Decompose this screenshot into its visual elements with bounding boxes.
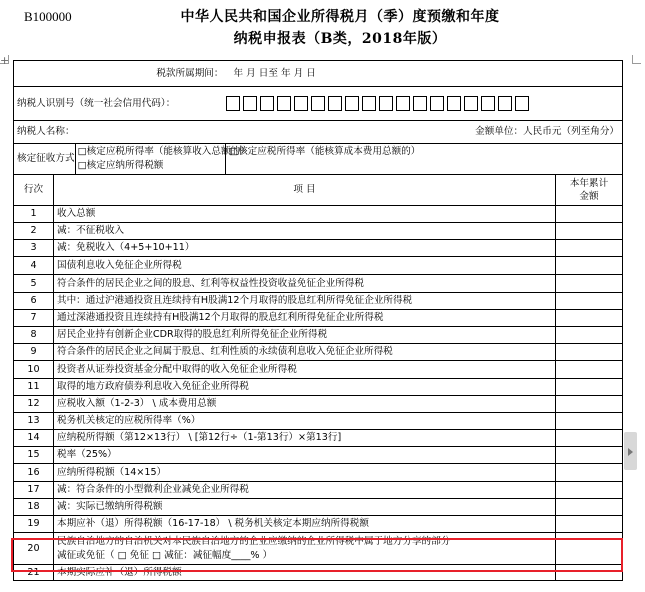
row-amount-cell[interactable] xyxy=(556,361,623,379)
taxpayer-id-char-box[interactable] xyxy=(396,96,410,111)
col-header-amount-2: 金额 xyxy=(579,191,599,202)
period-value[interactable]: 年 月 日至 年 月 日 xyxy=(226,61,623,87)
taxpayer-id-char-box[interactable] xyxy=(430,96,444,111)
col-header-amount xyxy=(556,175,623,206)
col-header-amount-1: 本年累计 xyxy=(569,178,609,189)
row-amount-cell[interactable] xyxy=(556,464,623,482)
row-item-text: 减：不征税收入 xyxy=(54,223,556,240)
table-row xyxy=(14,430,623,447)
row-number: 10 xyxy=(14,361,54,379)
table-row xyxy=(14,379,623,396)
row-amount-cell[interactable] xyxy=(556,310,623,327)
taxpayer-id-char-box[interactable] xyxy=(243,96,257,111)
table-row xyxy=(14,464,623,482)
row-number: 2 xyxy=(14,223,54,240)
table-row xyxy=(14,396,623,413)
row-item-text: 减：符合条件的小型微利企业减免企业所得税 xyxy=(54,482,556,499)
column-header-row xyxy=(14,175,623,206)
table-row xyxy=(14,447,623,464)
row-number: 19 xyxy=(14,516,54,533)
form-code: B100000 xyxy=(24,9,72,24)
row-number: 8 xyxy=(14,327,54,344)
period-row xyxy=(14,61,623,87)
table-row xyxy=(14,257,623,275)
taxpayer-id-char-box[interactable] xyxy=(464,96,478,111)
taxpayer-id-label: 纳税人识别号（统一社会信用代码）： xyxy=(14,87,226,121)
taxpayer-name-row xyxy=(14,121,623,144)
row-amount-cell[interactable] xyxy=(556,327,623,344)
row-amount-cell[interactable] xyxy=(556,223,623,240)
side-expand-handle[interactable] xyxy=(624,432,637,470)
method-row xyxy=(14,144,623,175)
taxpayer-id-char-box[interactable] xyxy=(277,96,291,111)
row-amount-cell[interactable] xyxy=(556,516,623,533)
table-row xyxy=(14,275,623,293)
col-header-line: 行次 xyxy=(14,175,54,206)
row-number: 14 xyxy=(14,430,54,447)
row-21-amount[interactable] xyxy=(556,565,623,581)
method-option-3[interactable]: □核定应纳所得税额 xyxy=(77,160,164,171)
form-title-line2: 纳税申报表（B类，2018年版） xyxy=(233,31,447,47)
row-21-item: 本期实际应补（退）所得税额 xyxy=(54,565,556,581)
table-row xyxy=(14,516,623,533)
taxpayer-id-char-box[interactable] xyxy=(260,96,274,111)
row-amount-cell[interactable] xyxy=(556,499,623,516)
row-amount-cell[interactable] xyxy=(556,344,623,361)
row-number: 3 xyxy=(14,240,54,257)
taxpayer-id-char-box[interactable] xyxy=(447,96,461,111)
taxpayer-id-row xyxy=(14,87,623,121)
table-row xyxy=(14,413,623,430)
period-label: 税款所属期间： xyxy=(14,61,226,87)
taxpayer-id-boxes[interactable] xyxy=(226,87,623,121)
row-amount-cell[interactable] xyxy=(556,482,623,499)
row-number: 15 xyxy=(14,447,54,464)
row-amount-cell[interactable] xyxy=(556,257,623,275)
row-number: 7 xyxy=(14,310,54,327)
method-option-1[interactable]: □核定应税所得率（能核算收入总额的） xyxy=(77,146,250,157)
table-row xyxy=(14,293,623,310)
table-row-20 xyxy=(14,533,623,565)
table-row xyxy=(14,327,623,344)
row-number: 12 xyxy=(14,396,54,413)
taxpayer-id-char-box[interactable] xyxy=(311,96,325,111)
row-item-text: 减：免税收入（4+5+10+11） xyxy=(54,240,556,257)
row-amount-cell[interactable] xyxy=(556,240,623,257)
row-item-text: 应纳税所得额（第12×13行） \ [第12行÷（1-第13行）×第13行] xyxy=(54,430,556,447)
row-20-text-line1: 民族自治地方的自治机关对本民族自治地方的企业应缴纳的企业所得税中属于地方分享的部分 xyxy=(57,535,451,547)
row-number: 1 xyxy=(14,206,54,223)
row-item-text: 应税收入额（1-2-3） \ 成本费用总额 xyxy=(54,396,556,413)
row-amount-cell[interactable] xyxy=(556,396,623,413)
table-row xyxy=(14,499,623,516)
taxpayer-name-label: 纳税人名称： xyxy=(14,121,279,144)
row-number: 20 xyxy=(14,533,54,565)
row-item-text: 居民企业持有创新企业CDR取得的股息红利所得免征企业所得税 xyxy=(54,327,556,344)
method-cell xyxy=(14,144,250,175)
row-item-text: 国债利息收入免征企业所得税 xyxy=(54,257,556,275)
method-label: 核定征收方式 xyxy=(14,144,76,174)
row-item-text: 本期应补（退）所得税额（16-17-18） \ 税务机关核定本期应纳所得税额 xyxy=(54,516,556,533)
taxpayer-id-char-box[interactable] xyxy=(515,96,529,111)
table-row xyxy=(14,482,623,499)
table-row xyxy=(14,344,623,361)
row-20-text-line2[interactable]: 减征或免征（ □ 免征 □ 减征：减征幅度____% ） xyxy=(57,549,273,561)
taxpayer-id-char-box[interactable] xyxy=(345,96,359,111)
row-number: 6 xyxy=(14,293,54,310)
row-item-text: 符合条件的居民企业之间属于股息、红利性质的永续债利息收入免征企业所得税 xyxy=(54,344,556,361)
row-20-amount[interactable] xyxy=(556,533,623,565)
row-amount-cell[interactable] xyxy=(556,379,623,396)
taxpayer-id-char-box[interactable] xyxy=(379,96,393,111)
table-row xyxy=(14,240,623,257)
row-item-text: 税率（25%） xyxy=(54,447,556,464)
row-amount-cell[interactable] xyxy=(556,206,623,223)
method-option-2[interactable]: □核定应税所得率（能核算成本费用总额的） xyxy=(226,144,623,175)
row-number: 5 xyxy=(14,275,54,293)
row-number: 21 xyxy=(14,565,54,581)
row-amount-cell[interactable] xyxy=(556,447,623,464)
row-item-text: 投资者从证券投资基金分配中取得的收入免征企业所得税 xyxy=(54,361,556,379)
row-item-text: 符合条件的居民企业之间的股息、红利等权益性投资收益免征企业所得税 xyxy=(54,275,556,293)
row-number: 18 xyxy=(14,499,54,516)
row-item-text: 收入总额 xyxy=(54,206,556,223)
row-item-text: 税务机关核定的应税所得率（%） xyxy=(54,413,556,430)
taxpayer-id-char-box[interactable] xyxy=(481,96,495,111)
form-rows xyxy=(14,206,623,533)
tax-form-table xyxy=(13,60,623,581)
table-row xyxy=(14,223,623,240)
table-row xyxy=(14,206,623,223)
taxpayer-id-char-box[interactable] xyxy=(328,96,342,111)
row-number: 4 xyxy=(14,257,54,275)
table-move-handle-icon[interactable]: + xyxy=(0,54,10,67)
row-item-text: 其中：通过沪港通投资且连续持有H股满12个月取得的股息红利所得免征企业所得税 xyxy=(54,293,556,310)
row-20-item xyxy=(54,533,556,565)
row-number: 9 xyxy=(14,344,54,361)
taxpayer-id-input[interactable] xyxy=(226,93,532,112)
row-number: 11 xyxy=(14,379,54,396)
taxpayer-id-char-box[interactable] xyxy=(413,96,427,111)
table-row-21 xyxy=(14,565,623,581)
taxpayer-id-char-box[interactable] xyxy=(294,96,308,111)
taxpayer-id-char-box[interactable] xyxy=(226,96,240,111)
row-item-text: 取得的地方政府债券利息收入免征企业所得税 xyxy=(54,379,556,396)
crop-mark-right xyxy=(632,55,641,64)
row-amount-cell[interactable] xyxy=(556,413,623,430)
row-amount-cell[interactable] xyxy=(556,275,623,293)
row-item-text: 通过深港通投资且连续持有H股满12个月取得的股息红利所得免征企业所得税 xyxy=(54,310,556,327)
row-number: 17 xyxy=(14,482,54,499)
table-row xyxy=(14,361,623,379)
row-item-text: 减：实际已缴纳所得税额 xyxy=(54,499,556,516)
row-item-text: 应纳所得税额（14×15） xyxy=(54,464,556,482)
row-number: 13 xyxy=(14,413,54,430)
taxpayer-id-char-box[interactable] xyxy=(498,96,512,111)
row-amount-cell[interactable] xyxy=(556,293,623,310)
col-header-item: 项 目 xyxy=(54,175,556,206)
row-amount-cell[interactable] xyxy=(556,430,623,447)
taxpayer-id-char-box[interactable] xyxy=(362,96,376,111)
table-row xyxy=(14,310,623,327)
amount-unit: 金额单位：人民币元（列至角分） xyxy=(279,121,623,144)
form-title-line1: 中华人民共和国企业所得税月（季）度预缴和年度 xyxy=(180,9,500,25)
row-number: 16 xyxy=(14,464,54,482)
